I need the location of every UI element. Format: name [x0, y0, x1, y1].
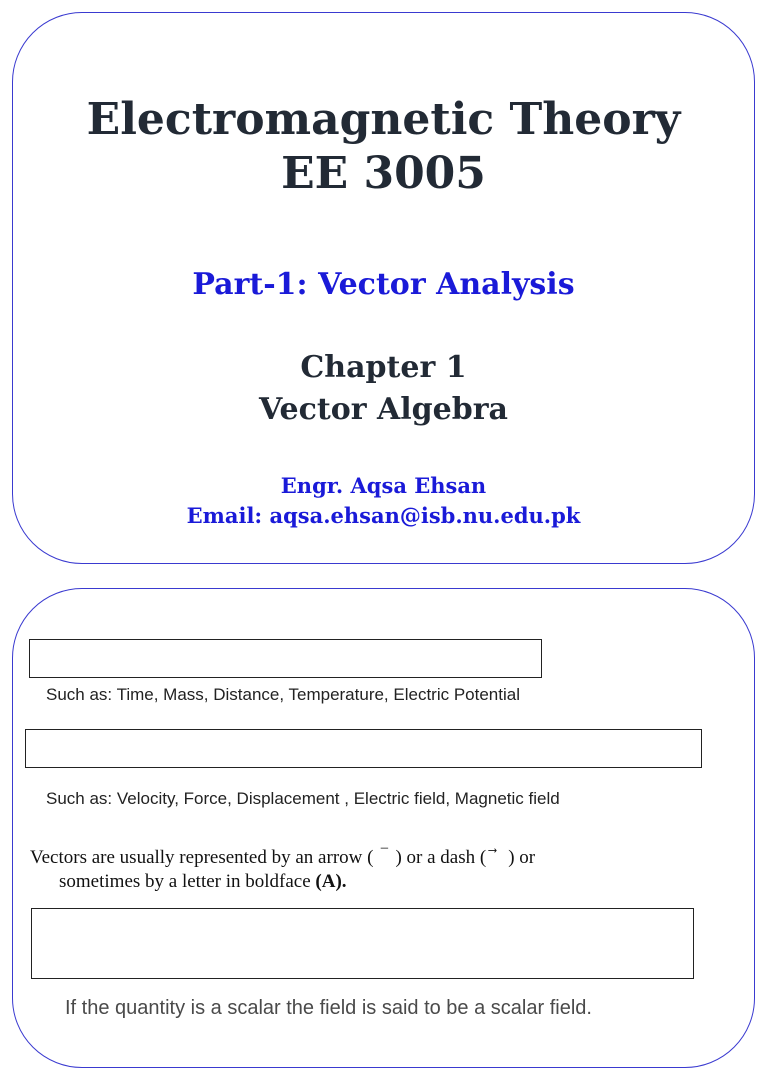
part-heading: Part-1: Vector Analysis: [192, 267, 575, 302]
repr-bold: (A).: [315, 871, 347, 892]
title-slide: [12, 12, 755, 564]
course-code: EE 3005: [281, 148, 486, 199]
scalar-examples: Such as: Time, Mass, Distance, Temperature, Electric Potential: [46, 685, 520, 704]
vector-representation-line2: [59, 870, 347, 894]
dash-symbol: [486, 846, 508, 870]
chapter-number: Chapter 1: [300, 350, 467, 385]
repr-text-a: Vectors are usually represented by an arrow (: [30, 847, 374, 868]
chapter-title: Vector Algebra: [259, 392, 508, 427]
arrow-symbol: ‾: [381, 847, 388, 868]
repr-text-b: ) or a dash (: [395, 847, 487, 868]
repr-text-d: sometimes by a letter in boldface: [59, 871, 316, 892]
vector-examples: Such as: Velocity, Force, Displacement , Electric field, Magnetic field: [46, 789, 560, 808]
content-slide: [12, 588, 755, 1068]
course-title: Electromagnetic Theory: [86, 94, 681, 145]
vector-heading-box: [25, 729, 702, 768]
vector-representation-line1: [30, 846, 535, 870]
repr-text-c: ) or: [508, 847, 536, 868]
author-email: Email: aqsa.ehsan@isb.nu.edu.pk: [186, 503, 581, 528]
scalar-heading-box: [29, 639, 542, 678]
author-name: Engr. Aqsa Ehsan: [280, 473, 487, 498]
scalar-field-caption: If the quantity is a scalar the field is said to be a scalar field.: [65, 997, 592, 1019]
field-definition-box: [31, 908, 694, 979]
